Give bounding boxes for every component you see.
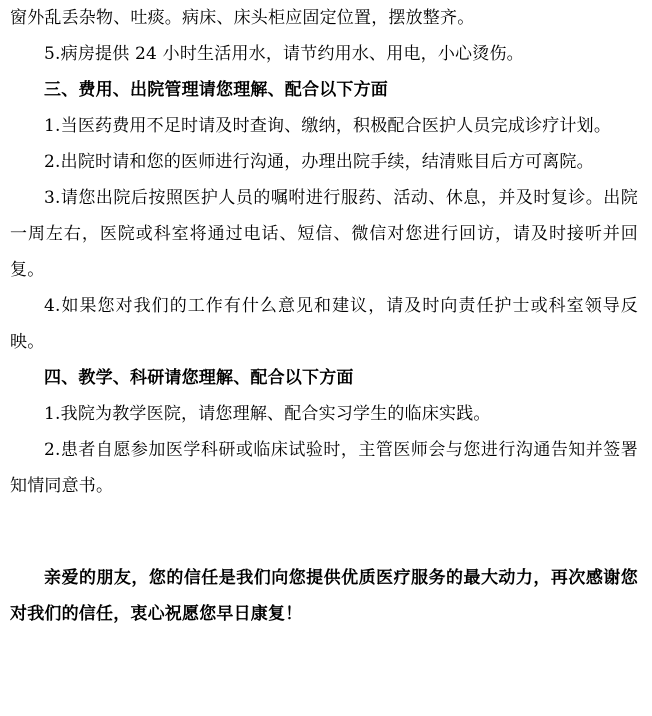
paragraph-closing: 亲爱的朋友，您的信任是我们向您提供优质医疗服务的最大动力，再次感谢您对我们的信任，衷心祝愿您早日康复！	[10, 568, 638, 624]
heading-section-three: 三、费用、出院管理请您理解、配合以下方面	[44, 80, 388, 100]
paragraph-section-four-item-1: 1.我院为教学医院，请您理解、配合实习学生的临床实践。	[44, 404, 491, 424]
heading-section-four: 四、教学、科研请您理解、配合以下方面	[44, 368, 354, 388]
paragraph-section-three-item-3: 3.请您出院后按照医护人员的嘱咐进行服药、活动、休息，并及时复诊。出院一周左右，医院或科室将通过电话、短信、微信对您进行回访，请及时接听并回复。	[10, 188, 638, 280]
paragraph-section-three-item-4: 4.如果您对我们的工作有什么意见和建议，请及时向责任护士或科室领导反映。	[10, 296, 638, 352]
paragraph-section-three-item-2: 2.出院时请和您的医师进行沟通，办理出院手续，结清账目后方可离院。	[44, 152, 594, 172]
paragraph-item-5: 5.病房提供 24 小时生活用水，请节约用水、用电，小心烫伤。	[44, 44, 524, 64]
paragraph-continued-line: 窗外乱丢杂物、吐痰。病床、床头柜应固定位置，摆放整齐。	[10, 8, 475, 28]
paragraph-section-four-item-2: 2.患者自愿参加医学科研或临床试验时，主管医师会与您进行沟通告知并签署知情同意书。	[10, 440, 638, 496]
paragraph-section-three-item-1: 1.当医药费用不足时请及时查询、缴纳，积极配合医护人员完成诊疗计划。	[44, 116, 612, 136]
section-spacer	[10, 504, 638, 560]
